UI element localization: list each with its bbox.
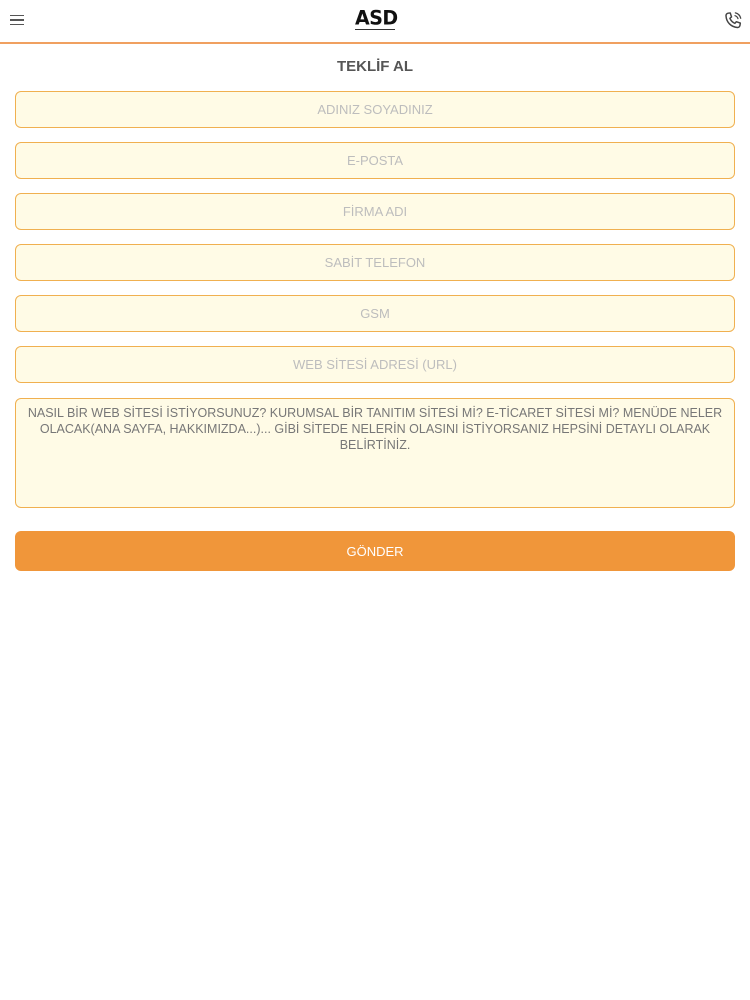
- phone-icon-graphic: [722, 10, 744, 32]
- menu-line: [10, 24, 24, 26]
- company-name-input[interactable]: [15, 193, 735, 230]
- landline-phone-input[interactable]: [15, 244, 735, 281]
- project-details-textarea[interactable]: [15, 398, 735, 508]
- menu-line: [10, 19, 24, 21]
- page-title: TEKLİF AL: [336, 58, 414, 75]
- gsm-input[interactable]: [15, 295, 735, 332]
- phone-icon[interactable]: [722, 10, 744, 32]
- hamburger-menu-icon[interactable]: [7, 10, 27, 30]
- full-name-input[interactable]: [15, 91, 735, 128]
- brand-logo[interactable]: [355, 6, 398, 38]
- submit-button[interactable]: GÖNDER: [15, 531, 735, 571]
- menu-line: [10, 15, 24, 17]
- website-url-input[interactable]: [15, 346, 735, 383]
- email-input[interactable]: [15, 142, 735, 179]
- logo-wordmark: ASD: [355, 6, 398, 30]
- top-bar: [0, 0, 750, 44]
